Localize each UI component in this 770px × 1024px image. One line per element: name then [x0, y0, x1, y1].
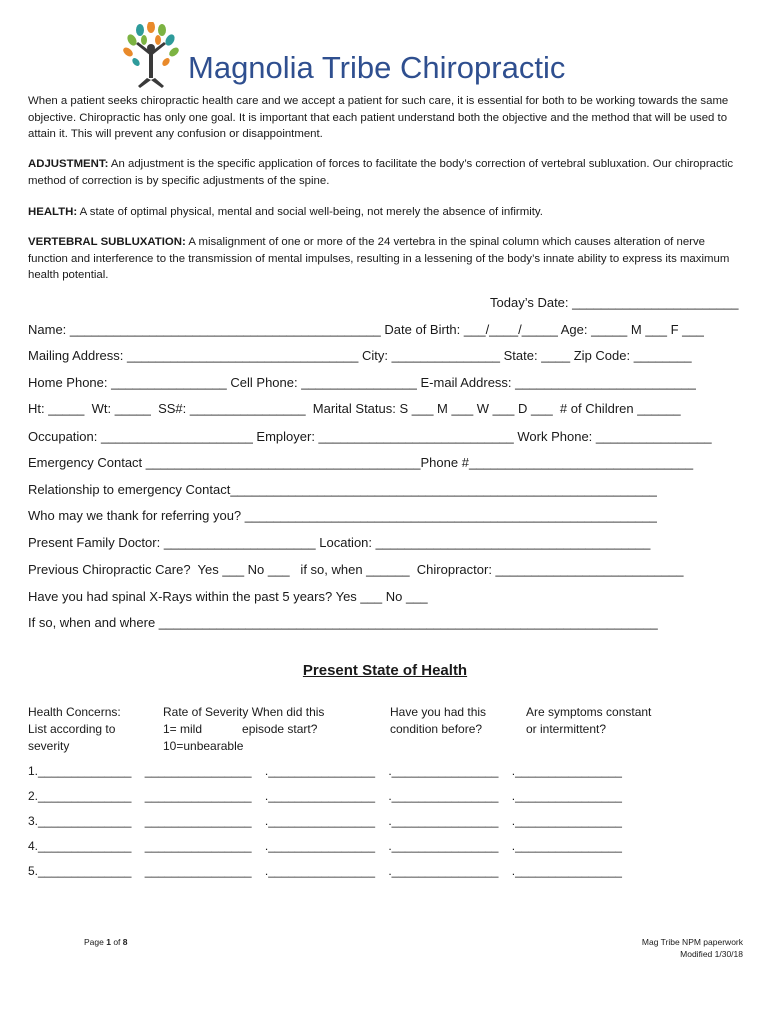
name-dob-age-sex-field[interactable]: Name: ___________________________________________ Date of Birth: ___/____/_____ Age: _____ M ___ F ___ [28, 322, 704, 337]
clinic-title: Magnolia Tribe Chiropractic [188, 50, 566, 85]
page-current: 1 [106, 937, 111, 947]
definition-text: A state of optimal physical, mental and social well-being, not merely the absence of infirmity. [77, 206, 543, 218]
mailing-address-field[interactable]: Mailing Address: ________________________________ City: _______________ State: ____ Zip Code: ________ [28, 348, 692, 363]
height-weight-marital-field[interactable]: Ht: _____ Wt: _____ SS#: ________________ Marital Status: S ___ M ___ W ___ D ___ # of Children ______ [28, 401, 681, 416]
section-heading: Present State of Health [302, 662, 468, 679]
intro-paragraph: When a patient seeks chiropractic health care and we accept a patient for such care, it is essential for both to be working towards the same objective. Chiropractic has only one goal. It is important that each patient understand both the objective and the method that will be used to attain it. This will prevent any confusion or disappointment. [28, 95, 729, 140]
family-doctor-field[interactable]: Present Family Doctor: _____________________ Location: ______________________________________ [28, 535, 651, 550]
phone-email-field[interactable]: Home Phone: ________________ Cell Phone: ________________ E-mail Address: _________________________ [28, 375, 696, 390]
xray-field[interactable]: Have you had spinal X-Rays within the past 5 years? Yes ___ No ___ [28, 589, 428, 604]
health-concern-row[interactable]: 1.______________ ________________ .________________ .________________ .________________ [28, 764, 622, 778]
column-header-concerns: Health Concerns: List according to severity [28, 705, 121, 753]
previous-chiropractic-field[interactable]: Previous Chiropractic Care? Yes ___ No ___ if so, when ______ Chiropractor: __________________________ [28, 562, 684, 577]
referral-field[interactable]: Who may we thank for referring you? _________________________________________________________ [28, 508, 657, 523]
health-concern-row[interactable]: 2.______________ ________________ .________________ .________________ .________________ [28, 789, 622, 803]
occupation-employer-field[interactable]: Occupation: _____________________ Employer: ___________________________ Work Phone: ________________ [28, 429, 712, 444]
definition-text: An adjustment is the specific application of forces to facilitate the body’s correction of vertebral subluxation. Our chiropractic method of correction is by specific adjustments of the spine. [28, 158, 734, 187]
column-header-severity: Rate of Severity When did this 1= mild episode start? 10=unbearable [163, 705, 325, 753]
definition-adjustment [28, 156, 743, 189]
doc-name: Mag Tribe NPM paperwork [641, 937, 743, 947]
todays-date-field[interactable]: Today’s Date: _______________________ [490, 295, 739, 310]
definition-term: ADJUSTMENT: [28, 158, 109, 170]
column-header-before: Have you had this condition before? [390, 705, 487, 736]
definition-text: A misalignment of one or more of the 24 vertebra in the spinal column which causes alteration of nerve function and interference to the transmission of mental impulses, resulting in a lessening of the body’s innate ability to express its maximum health potential. [28, 236, 730, 281]
page-number [84, 936, 128, 948]
health-concern-row[interactable]: 3.______________ ________________ .________________ .________________ .________________ [28, 814, 622, 828]
definition-term: HEALTH: [28, 206, 78, 218]
page-total: 8 [122, 937, 128, 947]
footer-doc-info [642, 936, 743, 960]
column-header-constant: Are symptoms constant or intermittent? [526, 705, 652, 736]
xray-where-field[interactable]: If so, when and where _____________________________________________________________________ [28, 615, 658, 630]
page-of: of [110, 937, 123, 947]
emergency-relationship-field[interactable]: Relationship to emergency Contact___________________________________________________________ [28, 482, 657, 497]
definition-subluxation [28, 234, 743, 284]
tree-logo-icon [120, 22, 182, 90]
definition-health [28, 204, 743, 221]
page-prefix: Page [84, 937, 107, 947]
definition-term: VERTEBRAL SUBLUXATION: [28, 236, 186, 248]
modified-date: Modified 1/30/18 [680, 949, 743, 959]
health-concern-row[interactable]: 4.______________ ________________ .________________ .________________ .________________ [28, 839, 622, 853]
emergency-contact-field[interactable]: Emergency Contact ______________________________________Phone #_______________________________ [28, 455, 694, 470]
health-concern-row[interactable]: 5.______________ ________________ .________________ .________________ .________________ [28, 864, 622, 878]
